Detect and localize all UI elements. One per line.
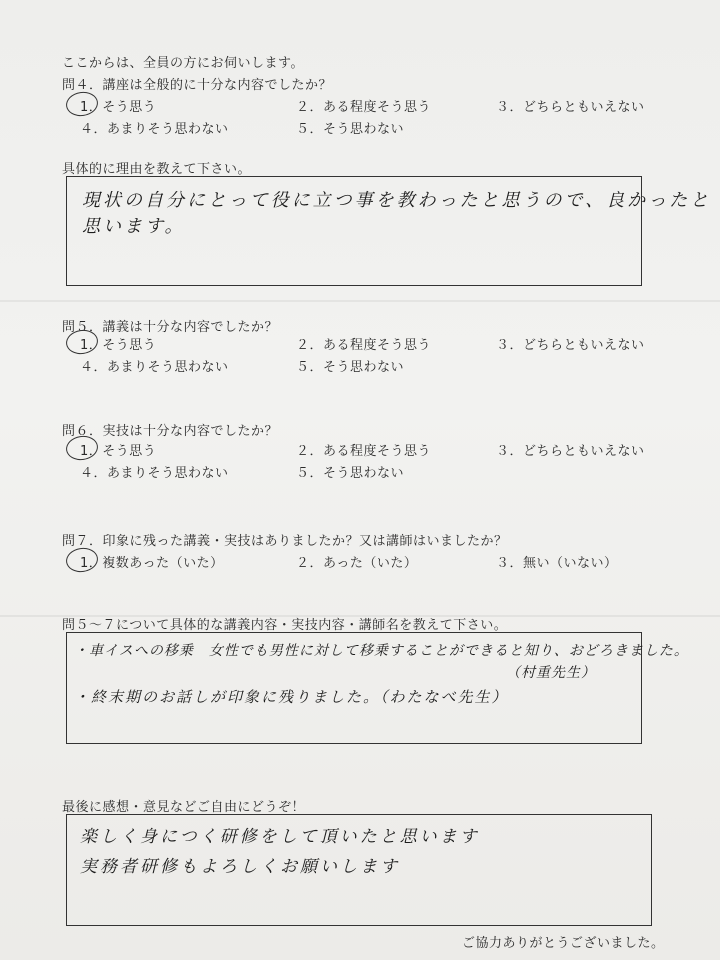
q5-option-1[interactable]: 1．そう思う (80, 338, 157, 353)
details-answer-line3: ・終末期のお話しが印象に残りました。（わたなべ先生） (74, 688, 509, 706)
q5-option-5[interactable]: ５．そう思わない (296, 360, 405, 375)
q6-option-4[interactable]: ４．あまりそう思わない (80, 466, 229, 481)
q6-option-1[interactable]: 1．そう思う (80, 444, 157, 459)
reason-answer-line2: 思います。 (82, 216, 186, 237)
details-answer-line2: （村重先生） (506, 665, 596, 681)
q4-option-4[interactable]: ４．あまりそう思わない (80, 122, 229, 137)
q6-option-2[interactable]: ２．ある程度そう思う (296, 444, 432, 459)
reason-answer-line1: 現状の自分にとって役に立つ事を教わったと思うので、良かったと (82, 190, 712, 211)
q7-option-1[interactable]: 1．複数あった（いた） (80, 556, 224, 571)
q4-option-1[interactable]: 1．そう思う (80, 100, 157, 115)
q5-option-4[interactable]: ４．あまりそう思わない (80, 360, 229, 375)
q5-option-3[interactable]: ３．どちらともいえない (496, 338, 645, 353)
final-answer-line2: 実務者研修もよろしくお願いします (80, 857, 400, 877)
q6-question: 問６．実技は十分な内容でしたか？ (62, 424, 279, 439)
q7-option-3[interactable]: ３．無い（いない） (496, 556, 618, 571)
thanks-text: ご協力ありがとうございました。 (462, 936, 665, 951)
q7-option-2[interactable]: ２．あった（いた） (296, 556, 418, 571)
q5-question: 問５．講義は十分な内容でしたか？ (62, 320, 279, 335)
q7-question: 問７．印象に残った講義・実技はありましたか？又は講師はいましたか？ (62, 534, 508, 549)
q4-option-2[interactable]: ２．ある程度そう思う (296, 100, 432, 115)
reason-label: 具体的に理由を教えて下さい。 (62, 162, 252, 177)
q6-option-3[interactable]: ３．どちらともいえない (496, 444, 645, 459)
final-label: 最後に感想・意見などご自由にどうぞ！ (62, 800, 306, 815)
q4-option-5[interactable]: ５．そう思わない (296, 122, 405, 137)
q6-option-5[interactable]: ５．そう思わない (296, 466, 405, 481)
q4-question: 問４．講座は全般的に十分な内容でしたか？ (62, 78, 333, 93)
paper-fold (0, 300, 720, 302)
q4-option-3[interactable]: ３．どちらともいえない (496, 100, 645, 115)
q5-option-2[interactable]: ２．ある程度そう思う (296, 338, 432, 353)
details-label: 問５～７について具体的な講義内容・実技内容・講師名を教えて下さい。 (62, 618, 508, 633)
final-answer-line1: 楽しく身につく研修をして頂いたと思います (80, 827, 480, 847)
details-answer-line1: ・車イスへの移乗 女性でも男性に対して移乗することができると知り、おどろきました。 (74, 643, 689, 659)
intro-text: ここからは、全員の方にお伺いします。 (62, 56, 304, 71)
